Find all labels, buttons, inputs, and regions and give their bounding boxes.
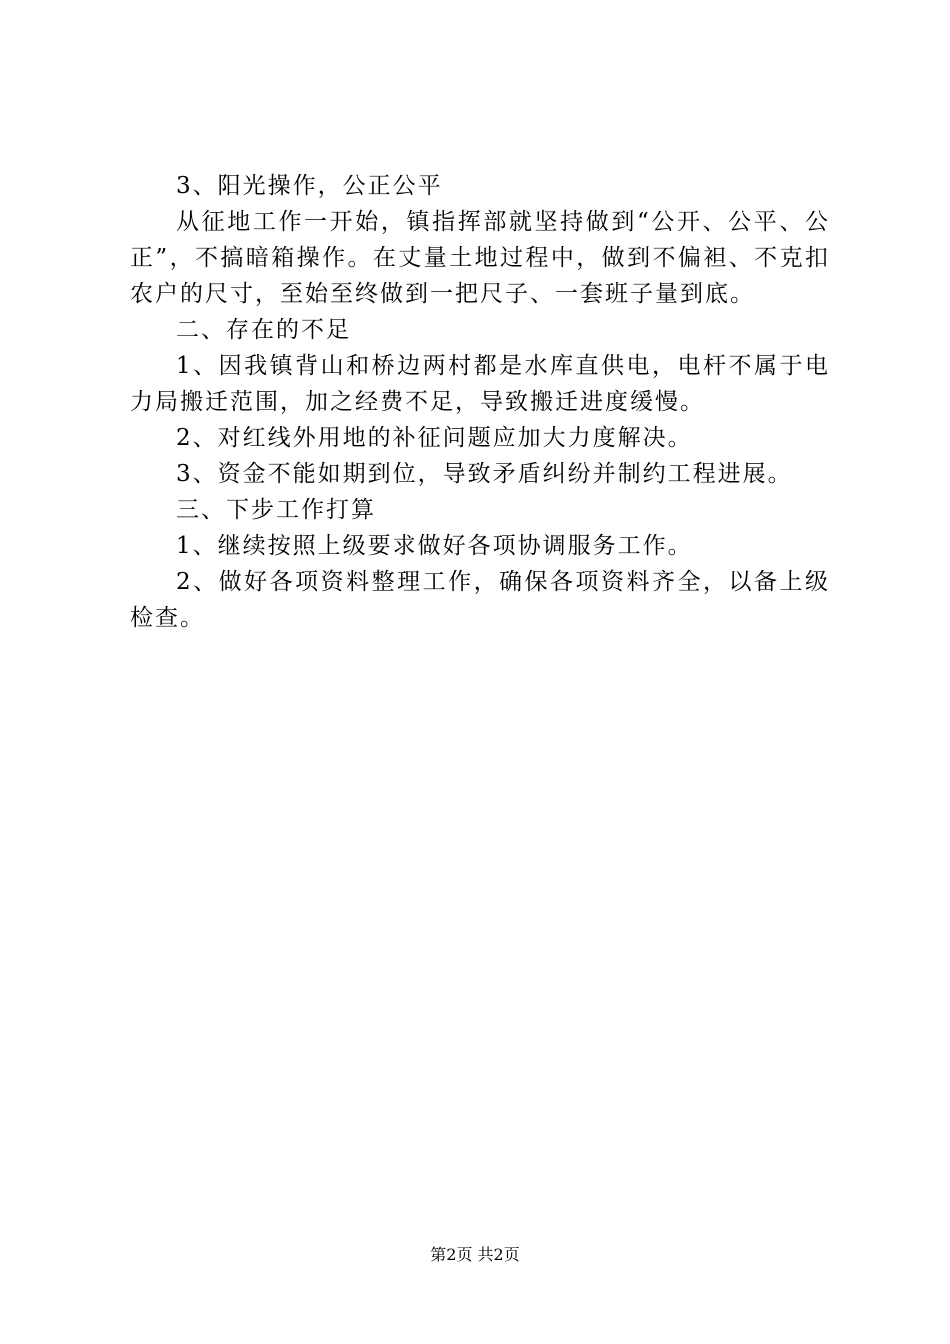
section-heading-sunshine-operation: 3、阳光操作，公正公平: [176, 173, 443, 199]
paragraph-shortcoming-3: 3、资金不能如期到位，导致矛盾纠纷并制约工程进展。: [176, 461, 793, 487]
paragraph-shortcoming-1: 1、因我镇背山和桥边两村都是水库直供电，电杆不属于电力局搬迁范围，加之经费不足，导致搬迁进度缓慢。: [130, 353, 830, 415]
section-heading-shortcomings: 二、存在的不足: [176, 317, 351, 343]
paragraph-next-step-1: 1、继续按照上级要求做好各项协调服务工作。: [176, 533, 693, 559]
paragraph-next-step-2: 2、做好各项资料整理工作，确保各项资料齐全，以备上级检查。: [130, 569, 830, 631]
document-body: [130, 168, 830, 636]
paragraph-openness-fairness: 从征地工作一开始，镇指挥部就坚持做到“公开、公平、公正”，不搞暗箱操作。在丈量土地过程中，做到不偏袒、不克扣农户的尺寸，至始至终做到一把尺子、一套班子量到底。: [130, 209, 830, 307]
page-number-footer: 第2页 共2页: [430, 1245, 520, 1264]
paragraph-shortcoming-2: 2、对红线外用地的补征问题应加大力度解决。: [176, 425, 693, 451]
section-heading-next-steps: 三、下步工作打算: [176, 497, 376, 523]
